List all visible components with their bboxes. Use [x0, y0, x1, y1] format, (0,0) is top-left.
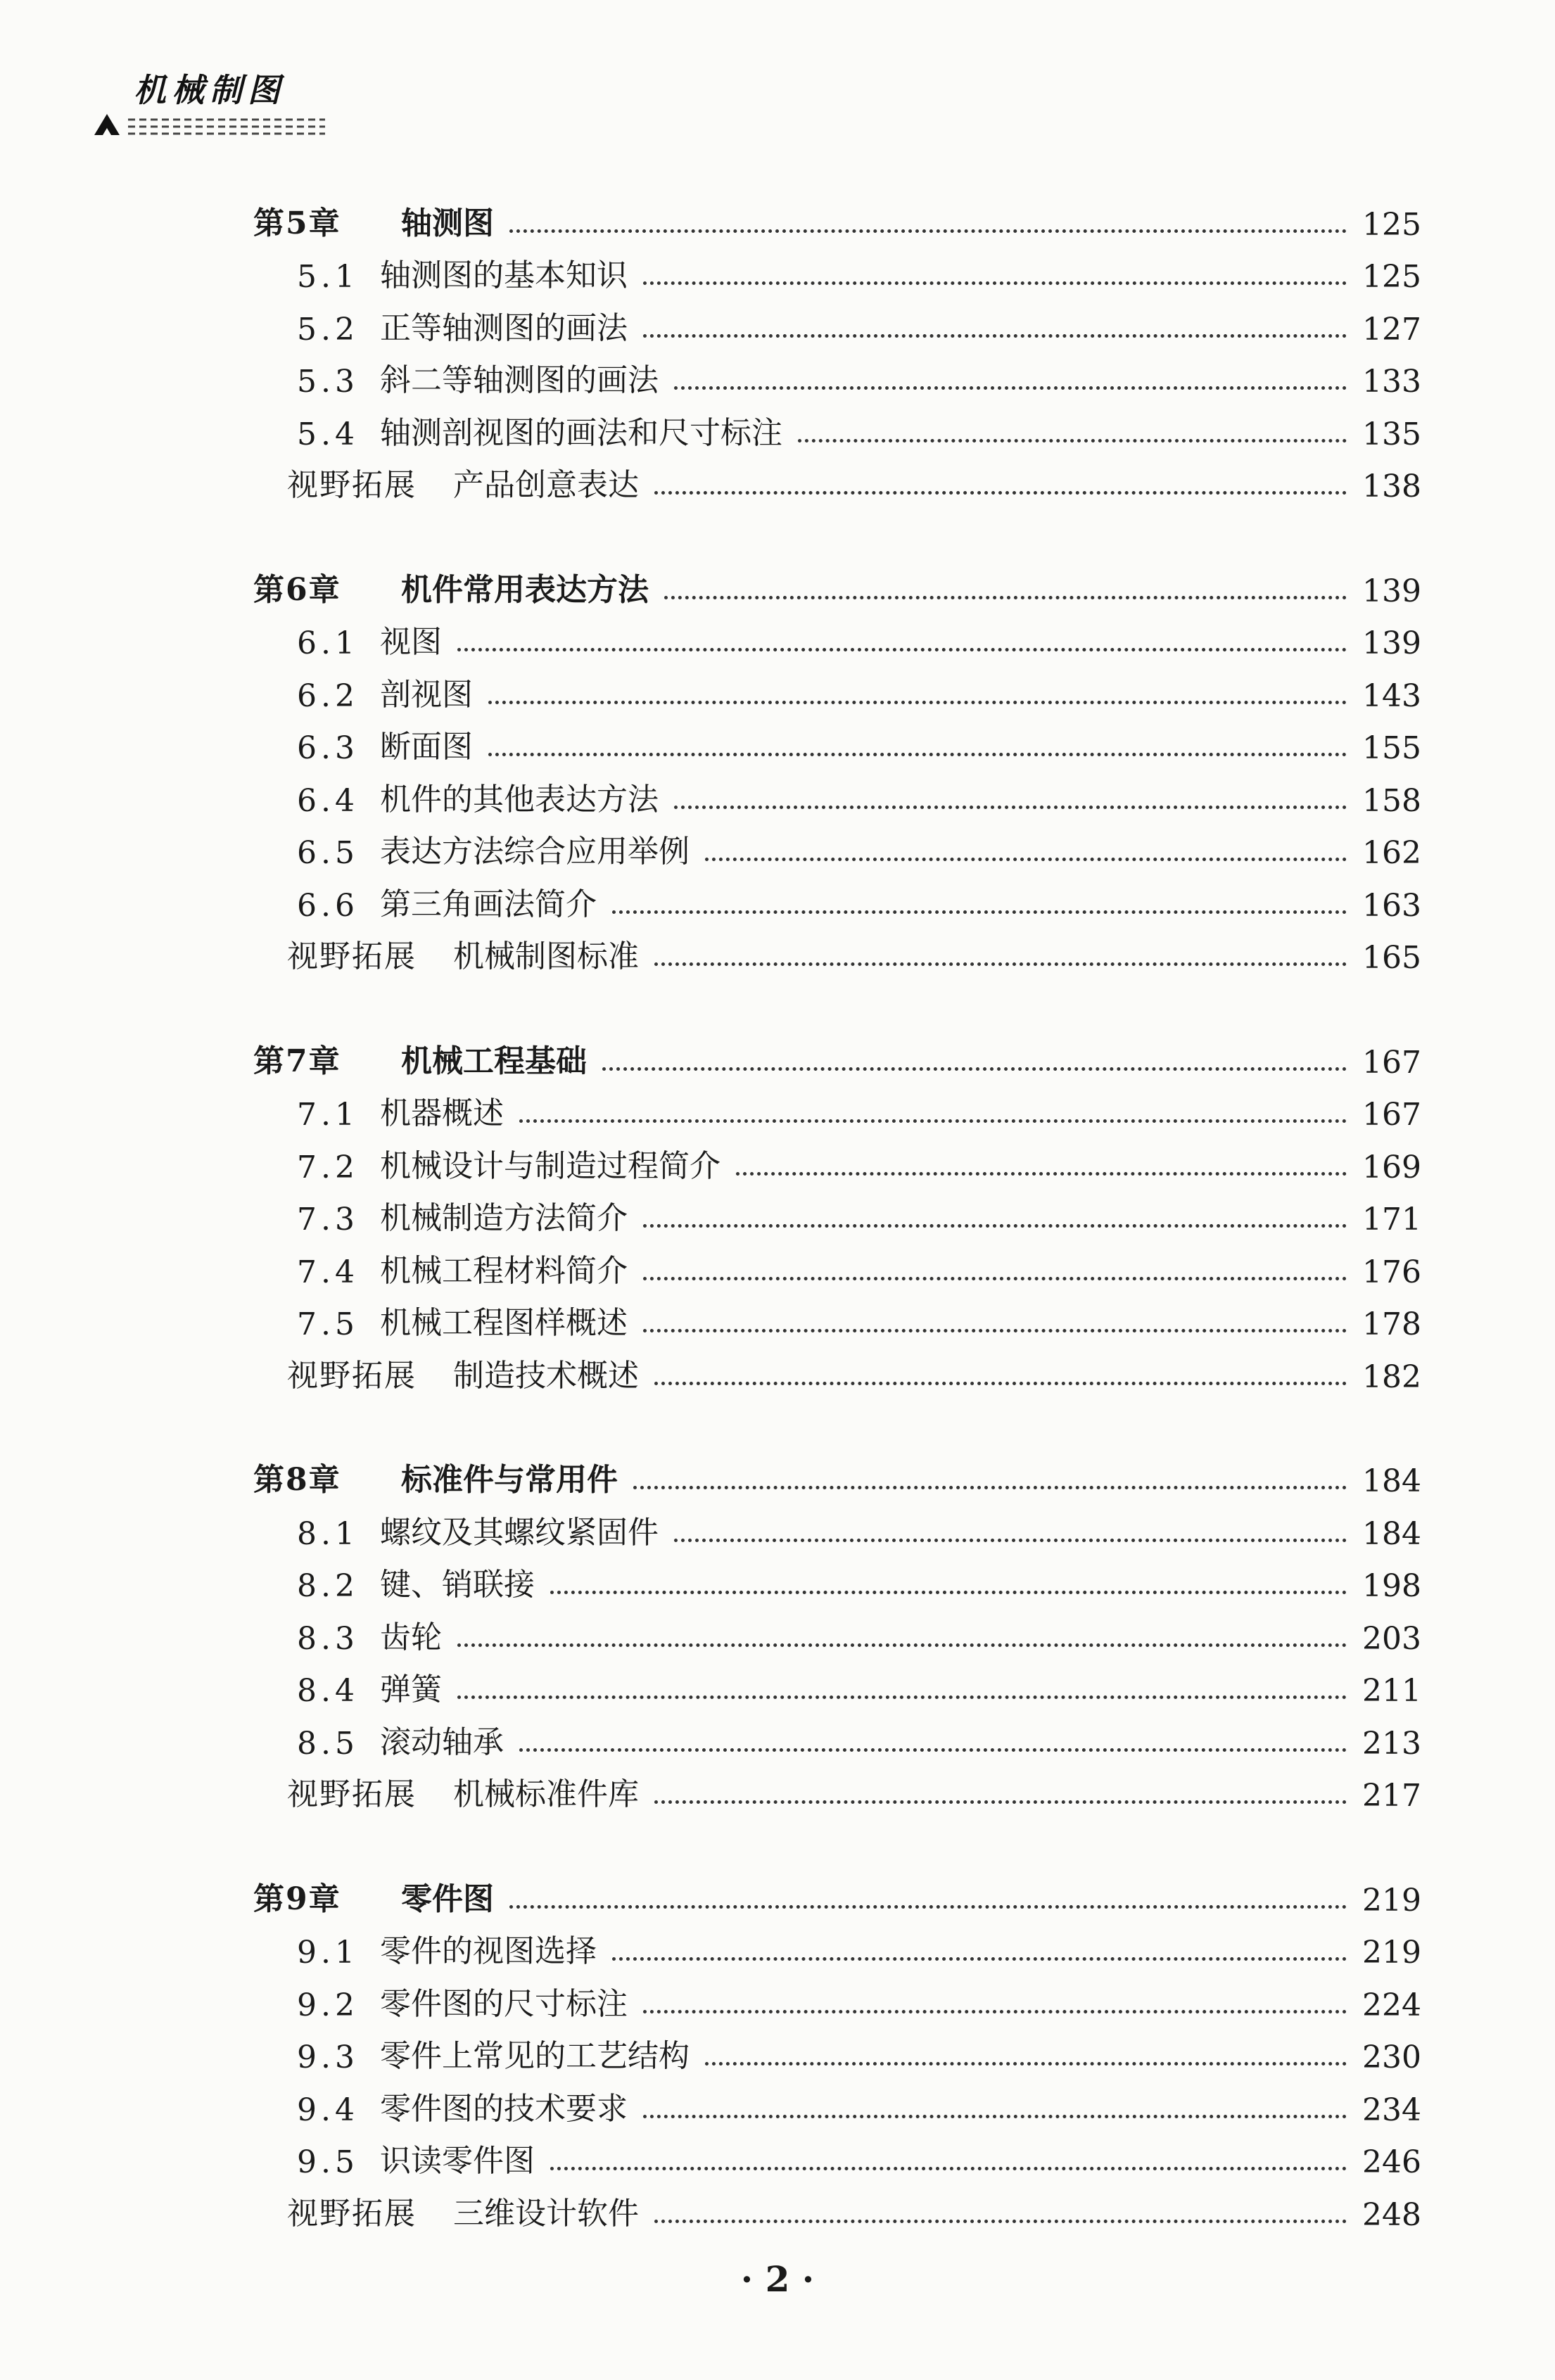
book-title: 机械制图	[134, 71, 286, 109]
page-number: · 2 ·	[740, 2258, 815, 2300]
section-entry[interactable]	[253, 2128, 1421, 2181]
chapter-heading[interactable]	[253, 1028, 1421, 1081]
entry-number: 视野拓展	[287, 467, 417, 503]
dot-leader	[654, 1382, 1347, 1385]
entry-number: 6.4	[297, 782, 359, 819]
entry-number: 5.4	[297, 416, 359, 452]
section-entry[interactable]	[253, 400, 1421, 452]
extension-entry[interactable]	[253, 2180, 1421, 2233]
dot-leader	[457, 1643, 1347, 1647]
entry-number: 视野拓展	[287, 938, 417, 974]
entry-page-number: 246	[1362, 2144, 1421, 2180]
entry-page-number: 125	[1362, 259, 1421, 295]
entry-number: 6.6	[297, 887, 359, 924]
entry-number: 9.1	[297, 1935, 359, 1971]
entry-page-number: 230	[1362, 2039, 1421, 2075]
entry-number: 7.5	[297, 1306, 359, 1342]
entry-page-number: 219	[1362, 1935, 1421, 1971]
entry-page-number: 171	[1362, 1202, 1421, 1237]
chapter-block	[253, 1866, 1421, 2233]
dot-leader	[674, 1539, 1347, 1542]
entry-number: 6.5	[297, 835, 359, 871]
entry-page-number: 167	[1362, 1097, 1421, 1133]
dot-leader	[643, 2010, 1347, 2013]
chapter-block	[253, 1447, 1421, 1814]
entry-page-number: 224	[1362, 1987, 1421, 2023]
entry-page-number: 198	[1362, 1568, 1421, 1604]
dot-leader	[509, 229, 1347, 233]
extension-entry[interactable]	[253, 1342, 1421, 1395]
section-entry[interactable]	[253, 1657, 1421, 1710]
section-entry[interactable]	[253, 1237, 1421, 1290]
dot-leader	[654, 1800, 1347, 1804]
entry-page-number: 234	[1362, 2092, 1421, 2128]
entry-title: 斜二等轴测图的画法	[380, 362, 659, 398]
entry-title: 机件常用表达方法	[401, 571, 649, 608]
dot-leader	[602, 1067, 1347, 1071]
entry-title: 齿轮	[380, 1619, 442, 1655]
dot-leader	[643, 281, 1347, 285]
section-entry[interactable]	[253, 1604, 1421, 1657]
entry-page-number: 217	[1362, 1778, 1421, 1814]
entry-number: 8.3	[297, 1620, 359, 1657]
entry-page-number: 138	[1362, 469, 1421, 504]
entry-title: 机械工程图样概述	[380, 1305, 628, 1341]
entry-page-number: 135	[1362, 416, 1421, 452]
entry-number: 5.2	[297, 311, 359, 348]
section-entry[interactable]	[253, 1290, 1421, 1343]
entry-title: 机械工程基础	[401, 1043, 587, 1079]
entry-title: 键、销联接	[380, 1567, 535, 1603]
extension-entry[interactable]	[253, 452, 1421, 505]
entry-title: 零件图的尺寸标注	[380, 1985, 628, 2022]
entry-number: 第7章	[253, 1043, 341, 1079]
dot-leader	[457, 1695, 1347, 1699]
entry-number: 6.3	[297, 730, 359, 766]
entry-number: 8.1	[297, 1515, 359, 1552]
entry-number: 9.5	[297, 2144, 359, 2180]
entry-title: 零件上常见的工艺结构	[380, 2038, 690, 2074]
entry-number: 9.2	[297, 1987, 359, 2023]
entry-title: 弹簧	[380, 1672, 442, 1707]
dot-leader	[664, 596, 1347, 599]
entry-page-number: 219	[1362, 1882, 1421, 1918]
section-entry[interactable]	[253, 243, 1421, 295]
dot-leader	[550, 2167, 1347, 2170]
running-header	[84, 65, 310, 149]
dot-leader	[643, 1224, 1347, 1228]
entry-title: 标准件与常用件	[401, 1462, 618, 1498]
entry-page-number: 125	[1362, 206, 1421, 243]
entry-page-number: 127	[1362, 311, 1421, 348]
entry-title: 机械设计与制造过程简介	[380, 1147, 721, 1184]
dot-leader	[654, 2220, 1347, 2223]
entry-title: 机械制图标准	[453, 938, 639, 974]
chapter-heading[interactable]	[253, 556, 1421, 609]
dot-leader	[643, 1329, 1347, 1332]
dot-leader	[519, 1119, 1347, 1123]
table-of-contents	[253, 190, 1421, 2285]
entry-number: 5.3	[297, 364, 359, 400]
entry-title: 第三角画法简介	[380, 886, 597, 922]
entry-page-number: 248	[1362, 2196, 1421, 2233]
dot-leader	[633, 1486, 1347, 1489]
entry-page-number: 213	[1362, 1725, 1421, 1762]
entry-number: 6.2	[297, 677, 359, 714]
section-entry[interactable]	[253, 714, 1421, 767]
section-entry[interactable]	[253, 2075, 1421, 2128]
entry-page-number: 178	[1362, 1306, 1421, 1342]
dot-leader	[488, 753, 1347, 756]
entry-number: 视野拓展	[287, 2195, 417, 2232]
entry-title: 轴测图的基本知识	[380, 257, 628, 293]
entry-title: 产品创意表达	[453, 467, 639, 503]
chapter-block	[253, 556, 1421, 976]
extension-entry[interactable]	[253, 924, 1421, 976]
dot-leader	[509, 1905, 1347, 1909]
dot-leader	[457, 648, 1347, 651]
entry-page-number: 184	[1362, 1515, 1421, 1552]
entry-title: 零件的视图选择	[380, 1933, 597, 1969]
entry-title: 轴测剖视图的画法和尺寸标注	[380, 414, 782, 451]
entry-number: 7.4	[297, 1254, 359, 1290]
entry-page-number: 203	[1362, 1620, 1421, 1657]
section-entry[interactable]	[253, 1499, 1421, 1552]
entry-number: 7.3	[297, 1202, 359, 1237]
entry-number: 8.5	[297, 1725, 359, 1762]
entry-page-number: 184	[1362, 1463, 1421, 1499]
entry-number: 视野拓展	[287, 1776, 417, 1812]
dot-leader	[654, 962, 1347, 966]
entry-number: 9.4	[297, 2092, 359, 2128]
chapter-block	[253, 190, 1421, 504]
entry-page-number: 182	[1362, 1358, 1421, 1395]
chapter-heading[interactable]	[253, 1447, 1421, 1500]
entry-title: 零件图	[401, 1881, 494, 1917]
dot-leader	[736, 1172, 1347, 1176]
entry-number: 第9章	[253, 1881, 341, 1917]
dot-leader	[643, 2115, 1347, 2118]
entry-page-number: 139	[1362, 573, 1421, 609]
entry-page-number: 167	[1362, 1044, 1421, 1081]
section-entry[interactable]	[253, 1081, 1421, 1133]
entry-title: 制造技术概述	[453, 1357, 639, 1394]
entry-number: 9.3	[297, 2039, 359, 2075]
dot-leader	[643, 334, 1347, 338]
entry-page-number: 165	[1362, 940, 1421, 976]
section-entry[interactable]	[253, 1133, 1421, 1185]
entry-number: 6.1	[297, 625, 359, 661]
entry-title: 识读零件图	[380, 2143, 535, 2179]
entry-number: 第8章	[253, 1462, 341, 1498]
entry-number: 8.2	[297, 1568, 359, 1604]
chapter-heading[interactable]	[253, 190, 1421, 243]
dot-leader	[519, 1748, 1347, 1752]
dot-leader	[705, 858, 1347, 861]
entry-title: 螺纹及其螺纹紧固件	[380, 1514, 659, 1551]
section-entry[interactable]	[253, 348, 1421, 400]
entry-title: 机械标准件库	[453, 1776, 639, 1812]
entry-page-number: 139	[1362, 625, 1421, 661]
section-entry[interactable]	[253, 1709, 1421, 1762]
entry-number: 7.1	[297, 1097, 359, 1133]
entry-title: 表达方法综合应用举例	[380, 834, 690, 870]
entry-title: 机械制造方法简介	[380, 1200, 628, 1236]
entry-page-number: 163	[1362, 887, 1421, 924]
section-entry[interactable]	[253, 1185, 1421, 1238]
dot-leader	[654, 491, 1347, 495]
entry-title: 机械工程材料简介	[380, 1252, 628, 1289]
entry-page-number: 155	[1362, 730, 1421, 766]
section-entry[interactable]	[253, 819, 1421, 872]
entry-title: 三维设计软件	[453, 2195, 639, 2232]
section-entry[interactable]	[253, 661, 1421, 714]
section-entry[interactable]	[253, 1918, 1421, 1971]
entry-page-number: 162	[1362, 835, 1421, 871]
section-entry[interactable]	[253, 2023, 1421, 2076]
chapter-heading[interactable]	[253, 1866, 1421, 1918]
dot-leader	[488, 701, 1347, 704]
entry-number: 第5章	[253, 205, 341, 241]
entry-title: 正等轴测图的画法	[380, 310, 628, 346]
dot-leader	[643, 1277, 1347, 1280]
entry-page-number: 143	[1362, 677, 1421, 714]
entry-title: 机器概述	[380, 1095, 504, 1131]
dot-leader	[612, 910, 1347, 914]
section-entry[interactable]	[253, 1971, 1421, 2023]
entry-number: 8.4	[297, 1673, 359, 1709]
entry-title: 零件图的技术要求	[380, 2090, 628, 2127]
dot-leader	[550, 1591, 1347, 1594]
dot-leader	[674, 806, 1347, 809]
entry-title: 断面图	[380, 729, 473, 765]
dot-leader	[798, 439, 1347, 443]
section-entry[interactable]	[253, 609, 1421, 662]
section-entry[interactable]	[253, 1552, 1421, 1605]
entry-page-number: 158	[1362, 782, 1421, 819]
entry-title: 轴测图	[401, 205, 494, 241]
entry-page-number: 176	[1362, 1254, 1421, 1290]
dot-leader	[705, 2062, 1347, 2066]
entry-page-number: 133	[1362, 364, 1421, 400]
section-entry[interactable]	[253, 871, 1421, 924]
dot-leader	[612, 1957, 1347, 1961]
section-entry[interactable]	[253, 295, 1421, 348]
entry-number: 5.1	[297, 259, 359, 295]
header-triangle-rule-icon	[93, 111, 332, 139]
chapter-block	[253, 1028, 1421, 1395]
entry-number: 7.2	[297, 1149, 359, 1185]
dot-leader	[674, 386, 1347, 390]
entry-page-number: 169	[1362, 1149, 1421, 1185]
entry-page-number: 211	[1362, 1673, 1421, 1709]
entry-title: 滚动轴承	[380, 1724, 504, 1760]
entry-number: 第6章	[253, 571, 341, 608]
entry-number: 视野拓展	[287, 1357, 417, 1394]
entry-title: 机件的其他表达方法	[380, 781, 659, 817]
section-entry[interactable]	[253, 766, 1421, 819]
entry-title: 剖视图	[380, 676, 473, 713]
entry-title: 视图	[380, 624, 442, 660]
extension-entry[interactable]	[253, 1762, 1421, 1814]
